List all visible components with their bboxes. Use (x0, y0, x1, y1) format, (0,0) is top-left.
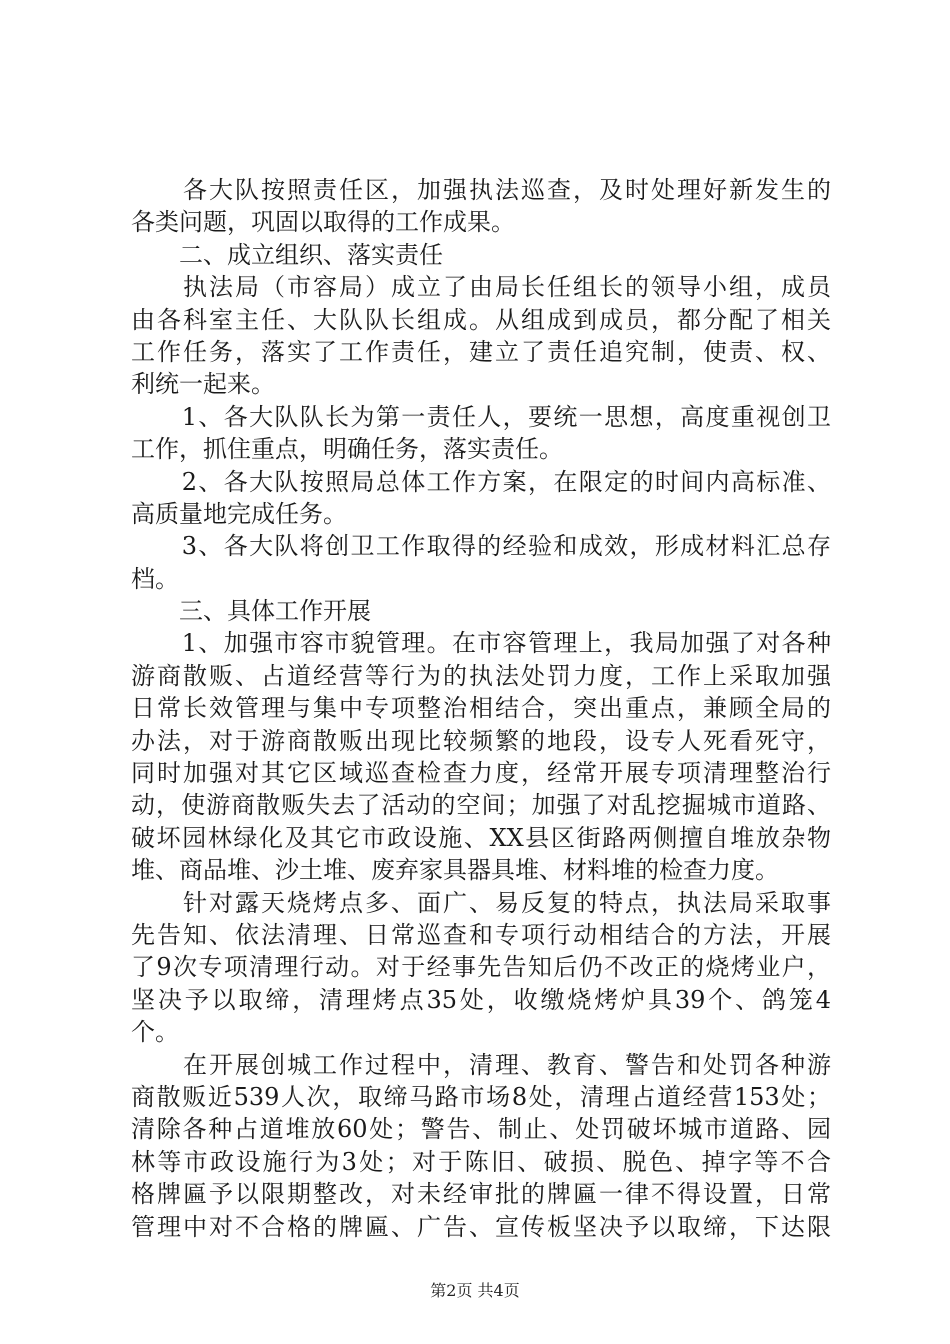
text-line: 执法局（市容局）成立了由局长任组长的领导小组，成员 (131, 273, 831, 302)
text-line: 工作任务，落实了工作责任，建立了责任追究制，使责、权、 (131, 337, 831, 366)
text-line: 格牌匾予以限期整改，对未经审批的牌匾一律不得设置，日常 (131, 1180, 831, 1209)
text-line: 3、各大队将创卫工作取得的经验和成效，形成材料汇总存 (131, 532, 831, 561)
text-line: 利统一起来。 (131, 370, 275, 399)
text-line: 坚决予以取缔，清理烤点35处，收缴烧烤炉具39个、鸽笼4 (131, 985, 831, 1014)
text-line: 管理中对不合格的牌匾、广告、宣传板坚决予以取缔，下达限 (131, 1212, 831, 1241)
document-body (131, 174, 831, 1243)
text-line: 各类问题，巩固以取得的工作成果。 (131, 208, 515, 237)
text-line: 1、加强市容市貌管理。在市容管理上，我局加强了对各种 (131, 629, 831, 658)
text-line: 了9次专项清理行动。对于经事先告知后仍不改正的烧烤业户， (131, 953, 831, 982)
text-line: 二、成立组织、落实责任 (131, 240, 443, 269)
text-line: 工作，抓住重点，明确任务，落实责任。 (131, 435, 563, 464)
text-line: 同时加强对其它区域巡查检查力度，经常开展专项清理整治行 (131, 759, 831, 788)
text-line: 2、各大队按照局总体工作方案，在限定的时间内高标准、 (131, 467, 831, 496)
text-line: 破坏园林绿化及其它市政设施、XX县区街路两侧擅自堆放杂物 (131, 823, 831, 852)
text-line: 清除各种占道堆放60处；警告、制止、处罚破坏城市道路、园 (131, 1115, 831, 1144)
text-line: 办法，对于游商散贩出现比较频繁的地段，设专人死看死守， (131, 726, 831, 755)
page-footer: 第2页 共4页 (430, 1281, 520, 1300)
text-line: 三、具体工作开展 (131, 597, 371, 626)
text-line: 由各科室主任、大队队长组成。从组成到成员，都分配了相关 (131, 305, 831, 334)
text-line: 个。 (131, 1018, 179, 1047)
text-line: 商散贩近539人次，取缔马路市场8处，清理占道经营153处； (131, 1082, 831, 1111)
text-line: 各大队按照责任区，加强执法巡查，及时处理好新发生的 (131, 176, 831, 204)
text-line: 档。 (131, 564, 179, 593)
text-line: 1、各大队队长为第一责任人，要统一思想，高度重视创卫 (131, 402, 831, 431)
text-line: 林等市政设施行为3处；对于陈旧、破损、脱色、掉字等不合 (131, 1147, 831, 1176)
text-line: 日常长效管理与集中专项整治相结合，突出重点，兼顾全局的 (131, 694, 831, 723)
text-line: 在开展创城工作过程中，清理、教育、警告和处罚各种游 (131, 1050, 831, 1079)
text-line: 高质量地完成任务。 (131, 499, 347, 528)
text-line: 游商散贩、占道经营等行为的执法处罚力度，工作上采取加强 (131, 661, 831, 690)
text-line: 针对露天烧烤点多、面广、易反复的特点，执法局采取事 (131, 888, 831, 917)
text-line: 堆、商品堆、沙土堆、废弃家具器具堆、材料堆的检查力度。 (131, 856, 779, 885)
text-line: 动，使游商散贩失去了活动的空间；加强了对乱挖掘城市道路、 (131, 791, 831, 820)
text-line: 先告知、依法清理、日常巡查和专项行动相结合的方法，开展 (131, 920, 831, 949)
